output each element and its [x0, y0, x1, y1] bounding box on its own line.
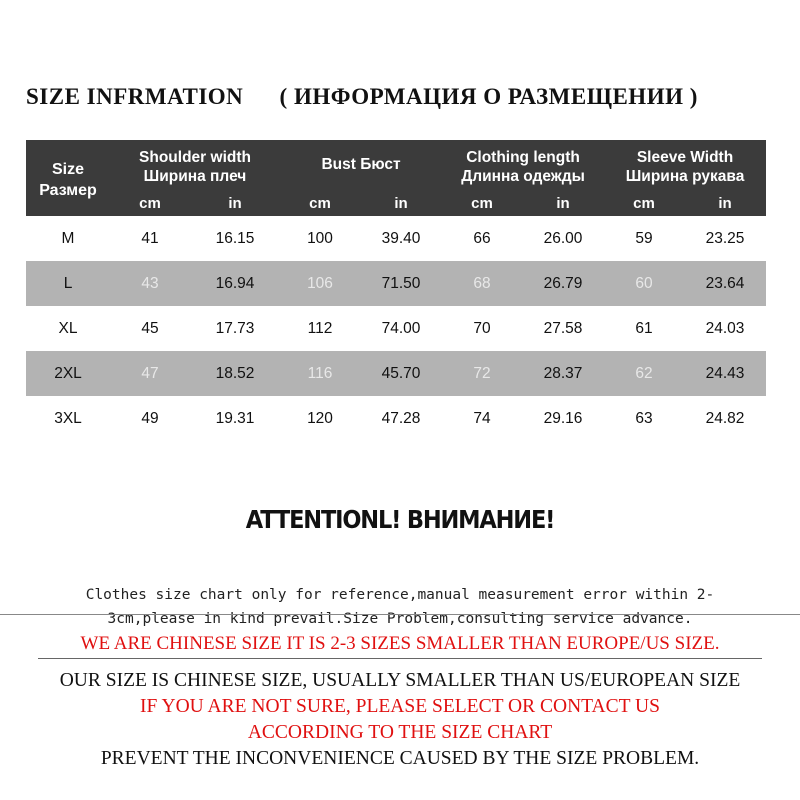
table-cell: 45.70 [360, 351, 442, 396]
shoulder-width-header [110, 140, 280, 194]
table-cell: 60 [604, 261, 684, 306]
size-cell: 3XL [54, 409, 82, 427]
reference-notice [20, 583, 780, 631]
table-cell: 74 [473, 409, 491, 427]
table-cell: 72 [442, 351, 522, 396]
table-cell: 23.64 [684, 261, 766, 306]
table-cell: 18.52 [190, 351, 280, 396]
table-cell: 120 [307, 409, 333, 427]
notice-line: Clothes size chart only for reference,manual measurement error within 2- [85, 587, 715, 603]
table-cell: 68 [442, 261, 522, 306]
table-cell: 24.03 [705, 319, 745, 337]
table-cell: 49 [141, 409, 159, 427]
shoulder-width-en: Shoulder width [139, 149, 251, 166]
unit-header: in [522, 194, 604, 216]
size-header-en: Size [51, 161, 84, 178]
table-cell: 16.15 [215, 229, 255, 247]
footer-notes [0, 668, 800, 772]
table-cell: 71.50 [360, 261, 442, 306]
footer-line-red: IF YOU ARE NOT SURE, PLEASE SELECT OR CONTACT US [140, 696, 660, 717]
chinese-size-warning: WE ARE CHINESE SIZE IT IS 2-3 SIZES SMALLER THAN EUROPE/US SIZE. [80, 633, 720, 654]
table-cell: 29.16 [543, 409, 583, 427]
table-row [26, 216, 766, 261]
table-cell: 27.58 [543, 319, 583, 337]
size-cell: L [26, 261, 110, 306]
units-header-row [26, 194, 766, 216]
size-cell: XL [58, 319, 78, 337]
table-cell: 17.73 [215, 319, 255, 337]
clothing-length-ru: Длинна одежды [461, 168, 585, 185]
footer-line-red: ACCORDING TO THE SIZE CHART [247, 722, 553, 743]
table-cell: 26.00 [543, 229, 583, 247]
table-cell: 74.00 [381, 319, 421, 337]
page-title [26, 84, 766, 118]
footer-line: OUR SIZE IS CHINESE SIZE, USUALLY SMALLER THAN US/EUROPEAN SIZE [59, 670, 741, 691]
divider [0, 614, 800, 615]
table-cell: 45 [141, 319, 159, 337]
table-cell: 100 [307, 229, 333, 247]
table-cell: 106 [280, 261, 360, 306]
table-cell: 116 [280, 351, 360, 396]
size-cell: M [61, 229, 75, 247]
table-row [26, 261, 766, 306]
sleeve-width-ru: Ширина рукава [625, 168, 745, 185]
table-cell: 16.94 [190, 261, 280, 306]
bust-label: Bust Бюст [321, 155, 401, 173]
attention-heading: ATTENTIONL! ВНИМАНИЕ! [245, 505, 555, 534]
size-chart-table [26, 140, 766, 441]
size-cell: 2XL [26, 351, 110, 396]
table-cell: 41 [141, 229, 159, 247]
footer-line: PREVENT THE INCONVENIENCE CAUSED BY THE SIZE PROBLEM. [100, 748, 700, 769]
table-header-row [26, 140, 766, 194]
table-cell: 47.28 [381, 409, 421, 427]
table-cell: 19.31 [215, 409, 255, 427]
table-cell: 59 [635, 229, 653, 247]
table-cell: 43 [110, 261, 190, 306]
table-cell: 28.37 [522, 351, 604, 396]
table-row [26, 351, 766, 396]
table-cell: 70 [473, 319, 491, 337]
unit-header: cm [280, 194, 360, 216]
table-cell: 39.40 [381, 229, 421, 247]
size-header-ru: Размер [39, 182, 97, 199]
table-row [26, 396, 766, 441]
table-cell: 112 [307, 319, 333, 337]
sleeve-width-header [604, 140, 766, 194]
unit-header: cm [442, 194, 522, 216]
table-cell: 24.43 [684, 351, 766, 396]
sleeve-width-en: Sleeve Width [636, 149, 734, 166]
unit-header: in [190, 194, 280, 216]
unit-header: cm [110, 194, 190, 216]
divider [38, 658, 762, 659]
table-cell: 26.79 [522, 261, 604, 306]
notice-line: 3cm,please in kind prevail.Size Problem,consulting service advance. [107, 611, 693, 627]
table-cell: 66 [473, 229, 491, 247]
table-cell: 47 [110, 351, 190, 396]
clothing-length-header [442, 140, 604, 194]
table-row [26, 306, 766, 351]
shoulder-width-ru: Ширина плеч [143, 168, 247, 185]
bust-header [280, 140, 442, 194]
table-cell: 61 [635, 319, 653, 337]
size-column-header [26, 140, 110, 216]
unit-header: in [360, 194, 442, 216]
unit-header: in [684, 194, 766, 216]
unit-header: cm [604, 194, 684, 216]
clothing-length-en: Clothing length [466, 149, 580, 166]
title-en: SIZE INFRMATION [26, 84, 244, 109]
title-ru: ( ИНФОРМАЦИЯ О РАЗМЕЩЕНИИ ) [279, 84, 698, 109]
table-cell: 23.25 [705, 229, 745, 247]
table-cell: 62 [604, 351, 684, 396]
table-cell: 24.82 [705, 409, 745, 427]
table-cell: 63 [635, 409, 653, 427]
